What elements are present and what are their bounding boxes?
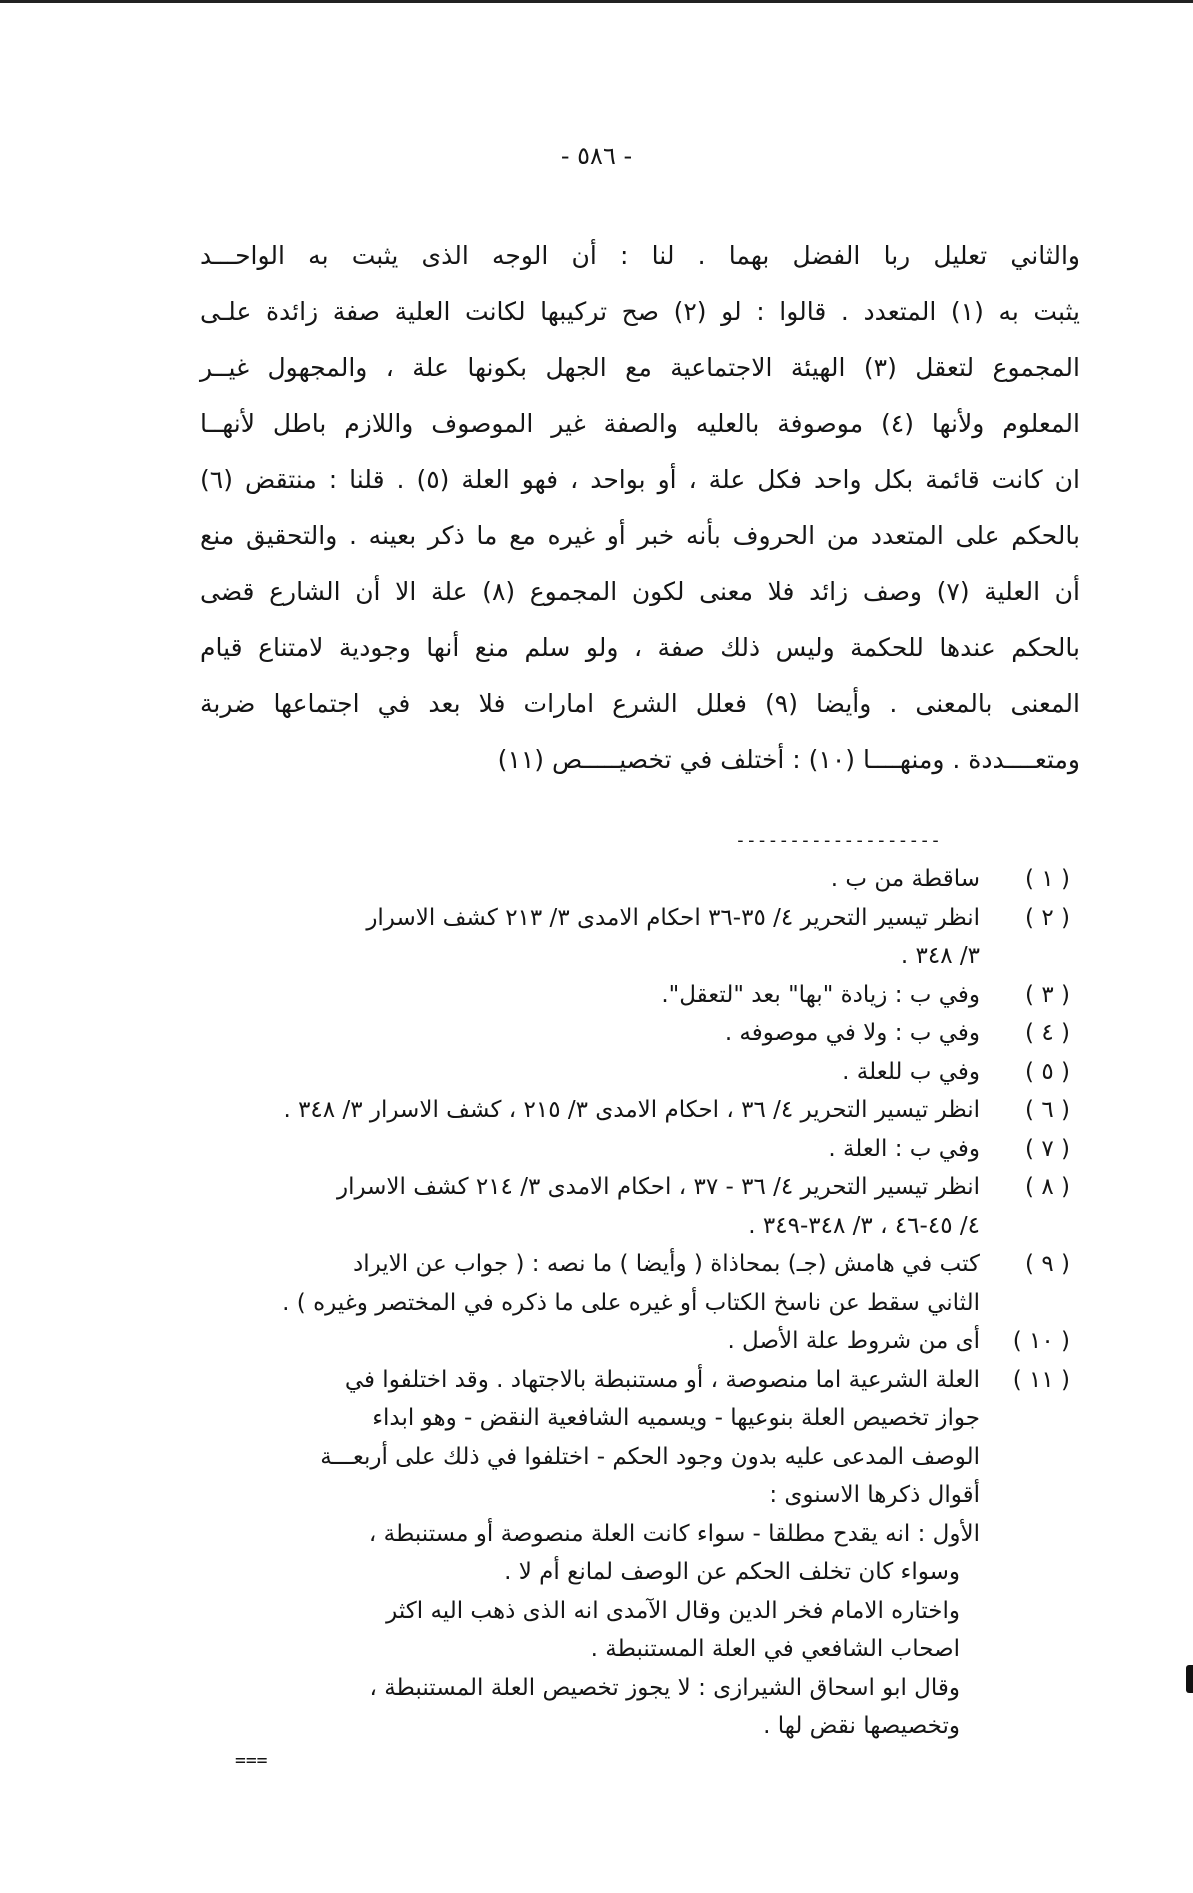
- footnote: [130, 1091, 1070, 1130]
- footnote-line: الأول : انه يقدح مطلقا - سواء كانت العلة منصوصة أو مستنبطة ،: [368, 1520, 980, 1547]
- footnote-number: ( ٤ ): [1025, 1020, 1070, 1046]
- footnote-line: ٤/ ٤٥-٤٦ ، ٣/ ٣٤٨-٣٤٩ .: [748, 1212, 980, 1239]
- footnote-line: ساقطة من ب .: [830, 866, 980, 892]
- footnote-number: ( ٩ ): [1025, 1251, 1070, 1277]
- footnote-line: وفي ب للعلة .: [842, 1058, 980, 1085]
- footnote-number: ( ٦ ): [1025, 1097, 1070, 1123]
- text-line: ومتعــــددة . ومنهــــا (١٠) : أختلف في تخصيـــــص (١١): [497, 745, 1080, 774]
- footnote-line: وفي ب : ولا في موصوفه .: [724, 1020, 980, 1046]
- footnote-line: اصحاب الشافعي في العلة المستنبطة .: [590, 1636, 960, 1662]
- footnote-line: الثاني سقط عن ناسخ الكتاب أو غيره على ما ذكره في المختصر وغيره ) .: [282, 1289, 980, 1316]
- footnote-number: ( ١١ ): [1012, 1366, 1070, 1393]
- footnote-number: ( ٨ ): [1025, 1174, 1070, 1200]
- text-line: والثاني تعليل ربا الفضل بهما . لنا : أن الوجه الذى يثبت به الواحـــد: [200, 241, 1080, 270]
- text-line: أن العلية (٧) وصف زائد فلا معنى لكون المجموع (٨) علة الا أن الشارع قضى: [200, 577, 1080, 606]
- text-line: ان كانت قائمة بكل واحد فكل علة ، أو بواحد ، فهو العلة (٥) . قلنا : منتقض (٦): [200, 465, 1080, 494]
- footnote: [130, 1014, 1070, 1053]
- page-number: - ٥٨٦ -: [560, 142, 633, 170]
- text-line: المجموع لتعقل (٣) الهيئة الاجتماعية مع الجهل بكونها علة ، والمجهول غيــر: [200, 353, 1080, 382]
- text-line: بالحكم عندها للحكمة وليس ذلك صفة ، ولو سلم منع أنها وجودية لامتناع قيام: [200, 633, 1080, 662]
- footnote-separator: -------------------: [735, 830, 941, 851]
- main-text: [200, 228, 1080, 788]
- footnote: [130, 1322, 1070, 1361]
- footnote-line: ٣/ ٣٤٨ .: [900, 943, 980, 969]
- footnote: [130, 860, 1070, 899]
- footnote-number: ( ٥ ): [1025, 1058, 1070, 1085]
- footnote-number: ( ١ ): [1025, 866, 1070, 892]
- footnote-number: ( ١٠ ): [1012, 1328, 1070, 1354]
- footnote-line: وسواء كان تخلف الحكم عن الوصف لمانع أم لا .: [504, 1559, 960, 1585]
- footnote: [130, 1168, 1070, 1245]
- text-line: المعلوم ولأنها (٤) موصوفة بالعليه والصفة غير الموصوف واللازم باطل لأنهــا: [200, 409, 1080, 438]
- footnote: [130, 899, 1070, 976]
- footnote: [130, 1130, 1070, 1169]
- text-line: بالحكم على المتعدد من الحروف بأنه خبر أو غيره مع ما ذكر بعينه . والتحقيق منع: [200, 521, 1080, 550]
- footnote-line: أى من شروط علة الأصل .: [727, 1328, 980, 1354]
- footnote-line: واختاره الامام فخر الدين وقال الآمدى انه الذى ذهب اليه اكثر: [386, 1597, 960, 1624]
- footnote: [130, 1361, 1070, 1746]
- footnote-number: ( ٢ ): [1025, 904, 1070, 931]
- footnote-line: الوصف المدعى عليه بدون وجود الحكم - اختلفوا في ذلك على أربعـــة: [320, 1443, 980, 1470]
- footnote: [130, 1053, 1070, 1092]
- footnote-line: جواز تخصيص العلة بنوعيها - ويسميه الشافعية النقض - وهو ابداء: [372, 1405, 980, 1431]
- footnote-line: انظر تيسير التحرير ٤/ ٣٦ ، احكام الامدى ٣/ ٢١٥ ، كشف الاسرار ٣/ ٣٤٨ .: [283, 1097, 980, 1123]
- top-border-line: [0, 0, 1193, 3]
- footnote-number: ( ٣ ): [1025, 981, 1070, 1008]
- text-line: يثبت به (١) المتعدد . قالوا : لو (٢) صح تركيبها لكانت العلية صفة زائدة علـى: [200, 297, 1080, 326]
- footnote-line: وتخصيصها نقض لها .: [763, 1713, 960, 1739]
- footnote-line: أقوال ذكرها الاسنوى :: [769, 1482, 980, 1508]
- footnote-line: كتب في هامش (جـ) بمحاذاة ( وأيضا ) ما نصه : ( جواب عن الايراد: [352, 1251, 980, 1277]
- footnote-line: وفي ب : العلة .: [828, 1135, 980, 1162]
- footnote-line: وفي ب : زيادة "بها" بعد "لتعقل".: [661, 981, 980, 1008]
- footnote: [130, 1245, 1070, 1322]
- text-line: المعنى بالمعنى . وأيضا (٩) فعلل الشرع امارات فلا بعد في اجتماعها ضربة: [200, 689, 1080, 718]
- footnote-number: ( ٧ ): [1025, 1135, 1070, 1162]
- scan-edge-mark: [1186, 1665, 1193, 1693]
- footnotes-list: [130, 860, 1070, 1746]
- footnote-line: وقال ابو اسحاق الشيرازى : لا يجوز تخصيص العلة المستنبطة ،: [369, 1674, 960, 1701]
- footnote-line: انظر تيسير التحرير ٤/ ٣٦ - ٣٧ ، احكام الامدى ٣/ ٢١٤ كشف الاسرار: [336, 1174, 980, 1200]
- footnote-line: انظر تيسير التحرير ٤/ ٣٥-٣٦ احكام الامدى ٣/ ٢١٣ كشف الاسرار: [366, 904, 980, 931]
- footnote-line: العلة الشرعية اما منصوصة ، أو مستنبطة بالاجتهاد . وقد اختلفوا في: [344, 1366, 980, 1393]
- footnote: [130, 976, 1070, 1015]
- end-mark: ===: [235, 1750, 268, 1771]
